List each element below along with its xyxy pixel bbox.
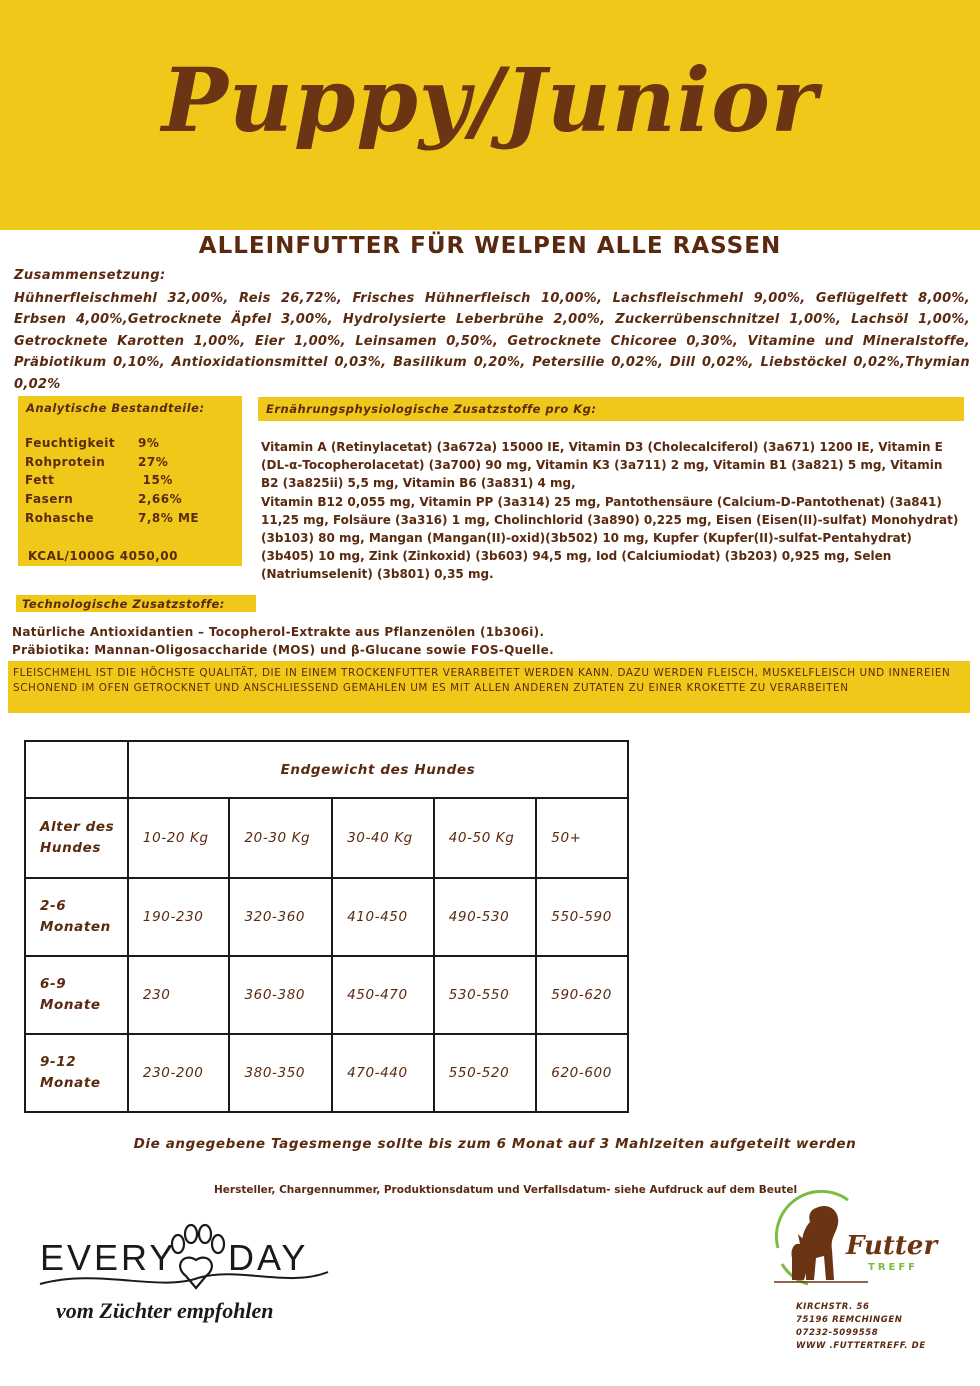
analytics-label: Fett bbox=[25, 473, 55, 487]
table-cell: 490-530 bbox=[434, 878, 537, 956]
table-age-cell: 6-9 Monate bbox=[25, 956, 128, 1034]
table-age-cell: 9-12 Monate bbox=[25, 1034, 128, 1112]
table-weight-cell: 30-40 Kg bbox=[332, 798, 434, 878]
technological-line-1: Natürliche Antioxidantien – Tocopherol-Extrakte aus Pflanzenölen (1b306i). bbox=[12, 625, 545, 639]
table-cell: 550-520 bbox=[434, 1034, 537, 1112]
fleischmehl-note: FLEISCHMEHL IST DIE HÖCHSTE QUALITÄT, DIE IN EINEM TROCKENFUTTER VERARBEITET WERDEN KANN. DAZU WERDEN FLEISCH, MUSKELFLEISCH UND INNEREIEN SCHONEND IM OFEN GETROCKNET UND ANSCHLIESSEND GEMAHLEN UM ES MIT ALLEN ANDEREN ZUTATEN ZU EINER KROKETTE ZU VERARBEITEN bbox=[13, 667, 951, 695]
everyday-logo-right: DAY bbox=[228, 1237, 309, 1278]
analytics-label: Rohasche bbox=[25, 511, 95, 525]
analytics-value: 9% bbox=[138, 436, 160, 450]
table-cell: 360-380 bbox=[229, 956, 332, 1034]
everyday-logo-left: EVERY bbox=[40, 1237, 177, 1278]
analytics-value: 27% bbox=[138, 455, 169, 469]
everyday-logo bbox=[38, 1218, 338, 1328]
additives-text bbox=[261, 438, 961, 584]
additives-text-part1: Vitamin A (Retinylacetat) (3a672a) 15000 IE, Vitamin D3 (Cholecalciferol) (3a671) 1200 IE, Vitamin E (DL-α-Tocopherolacetat) (3a700) 90 mg, Vitamin K3 (3a711) 2 mg, Vitamin B1 (3a821) 5 mg, Vitamin B2 (3a825ii) 5,5 mg, Vitamin B6 (3a831) 4 mg, bbox=[261, 440, 943, 491]
table-corner-cell bbox=[25, 741, 128, 798]
analytics-row bbox=[25, 511, 200, 525]
table-weight-row bbox=[25, 798, 628, 878]
table-cell: 190-230 bbox=[128, 878, 230, 956]
address-phone: 07232-5099558 bbox=[796, 1328, 879, 1338]
futter-treff-logo bbox=[768, 1188, 943, 1293]
table-header: Endgewicht des Hundes bbox=[128, 741, 628, 798]
analytics-box bbox=[18, 396, 242, 566]
analytics-label: Rohprotein bbox=[25, 455, 106, 469]
table-header-row bbox=[25, 741, 628, 798]
table-cell: 470-440 bbox=[332, 1034, 434, 1112]
fleischmehl-box bbox=[8, 661, 970, 713]
feeding-table bbox=[24, 740, 629, 1113]
analytics-kcal: KCAL/1000G 4050,00 bbox=[28, 549, 178, 563]
table-weight-cell: 50+ bbox=[536, 798, 628, 878]
analytics-value: 7,8% ME bbox=[138, 511, 200, 525]
analytics-label: Feuchtigkeit bbox=[25, 436, 116, 450]
table-cell: 410-450 bbox=[332, 878, 434, 956]
analytics-row bbox=[25, 436, 160, 450]
composition-text: Hühnerfleischmehl 32,00%, Reis 26,72%, Frisches Hühnerfleisch 10,00%, Lachsfleischmehl 9,00%, Geflügelfett 8,00%, Erbsen 4,00%,Getrocknete Äpfel 3,00%, Hydrolysierte Leberbrühe 2,00%, Zuckerrübenschnitzel 1,00%, Lachsöl 1,00%, Getrocknete Karotten 1,00%, Eier 1,00%, Leinsamen 0,50%, Getrocknete Chicoree 0,30%, Vitamine und Mineralstoffe, Präbiotikum 0,10%, Antioxidationsmittel 0,03%, Basilikum 0,20%, Petersilie 0,02%, Dill 0,02%, Liebstöckel 0,02%,Thymian 0,02% bbox=[14, 291, 970, 392]
table-cell: 530-550 bbox=[434, 956, 537, 1034]
table-weight-cell: 20-30 Kg bbox=[229, 798, 332, 878]
table-row bbox=[25, 878, 628, 956]
technological-line-2: Präbiotika: Mannan-Oligosaccharide (MOS) und β-Glucane sowie FOS-Quelle. bbox=[12, 643, 554, 657]
futter-logo-word: Futter bbox=[846, 1231, 938, 1261]
feeding-note: Die angegebene Tagesmenge sollte bis zum 6 Monat auf 3 Mahlzeiten aufgeteilt werden bbox=[133, 1136, 857, 1152]
analytics-row bbox=[25, 473, 173, 487]
table-weight-cell: 40-50 Kg bbox=[434, 798, 537, 878]
futter-logo-sub: TREFF bbox=[868, 1262, 919, 1273]
table-cell: 620-600 bbox=[536, 1034, 628, 1112]
technological-title-bar bbox=[16, 595, 256, 612]
table-cell: 550-590 bbox=[536, 878, 628, 956]
analytics-value: 15% bbox=[138, 473, 173, 487]
analytics-label: Fasern bbox=[25, 492, 74, 506]
technological-title: Technologische Zusatzstoffe: bbox=[22, 597, 225, 611]
table-cell: 320-360 bbox=[229, 878, 332, 956]
address-web[interactable]: WWW .FUTTERTREFF. DE bbox=[796, 1341, 926, 1351]
additives-title: Ernährungsphysiologische Zusatzstoffe pro Kg: bbox=[266, 402, 597, 416]
table-row bbox=[25, 1034, 628, 1112]
table-cell: 450-470 bbox=[332, 956, 434, 1034]
table-cell: 230 bbox=[128, 956, 230, 1034]
analytics-row bbox=[25, 492, 183, 506]
dog-cat-icon bbox=[791, 1206, 838, 1280]
additives-title-bar bbox=[258, 397, 964, 421]
address-city: 75196 REMCHINGEN bbox=[796, 1315, 903, 1325]
analytics-value: 2,66% bbox=[138, 492, 183, 506]
table-row bbox=[25, 956, 628, 1034]
analytics-title: Analytische Bestandteile: bbox=[26, 401, 205, 415]
everyday-tagline: vom Züchter empfohlen bbox=[56, 1298, 274, 1323]
page-title: Puppy/Junior bbox=[161, 48, 819, 152]
table-cell: 380-350 bbox=[229, 1034, 332, 1112]
table-weight-cell: 10-20 Kg bbox=[128, 798, 230, 878]
analytics-row bbox=[25, 455, 169, 469]
page-subtitle: ALLEINFUTTER FÜR WELPEN ALLE RASSEN bbox=[198, 233, 782, 259]
table-age-label: Alter des Hundes bbox=[25, 798, 128, 878]
composition-heading: Zusammensetzung: bbox=[14, 268, 166, 283]
additives-text-part2: Vitamin B12 0,055 mg, Vitamin PP (3a314) 25 mg, Pantothensäure (Calcium-D-Pantothenat) (3a841) 11,25 mg, Folsäure (3a316) 1 mg, Cholinchlorid (3a890) 0,225 mg, Eisen (Eisen(II)-sulfat) Monohydrat)(3b103) 80 mg, Mangan (Mangan(II)-oxid)(3b502) 10 mg, Kupfer (Kupfer(II)-sulfat-Pentahydrat) (3b405) 10 mg, Zink (Zinkoxid) (3b603) 94,5 mg, Iod (Calciumiodat) (3b203) 0,925 mg, Selen (Natriumselenit) (3b801) 0,35 mg. bbox=[261, 494, 959, 582]
table-cell: 590-620 bbox=[536, 956, 628, 1034]
table-cell: 230-200 bbox=[128, 1034, 230, 1112]
address-street: KIRCHSTR. 56 bbox=[796, 1302, 870, 1312]
manufacturer-note: Hersteller, Chargennummer, Produktionsdatum und Verfallsdatum- siehe Aufdruck auf dem Beutel bbox=[214, 1184, 798, 1196]
table-age-cell: 2-6 Monaten bbox=[25, 878, 128, 956]
